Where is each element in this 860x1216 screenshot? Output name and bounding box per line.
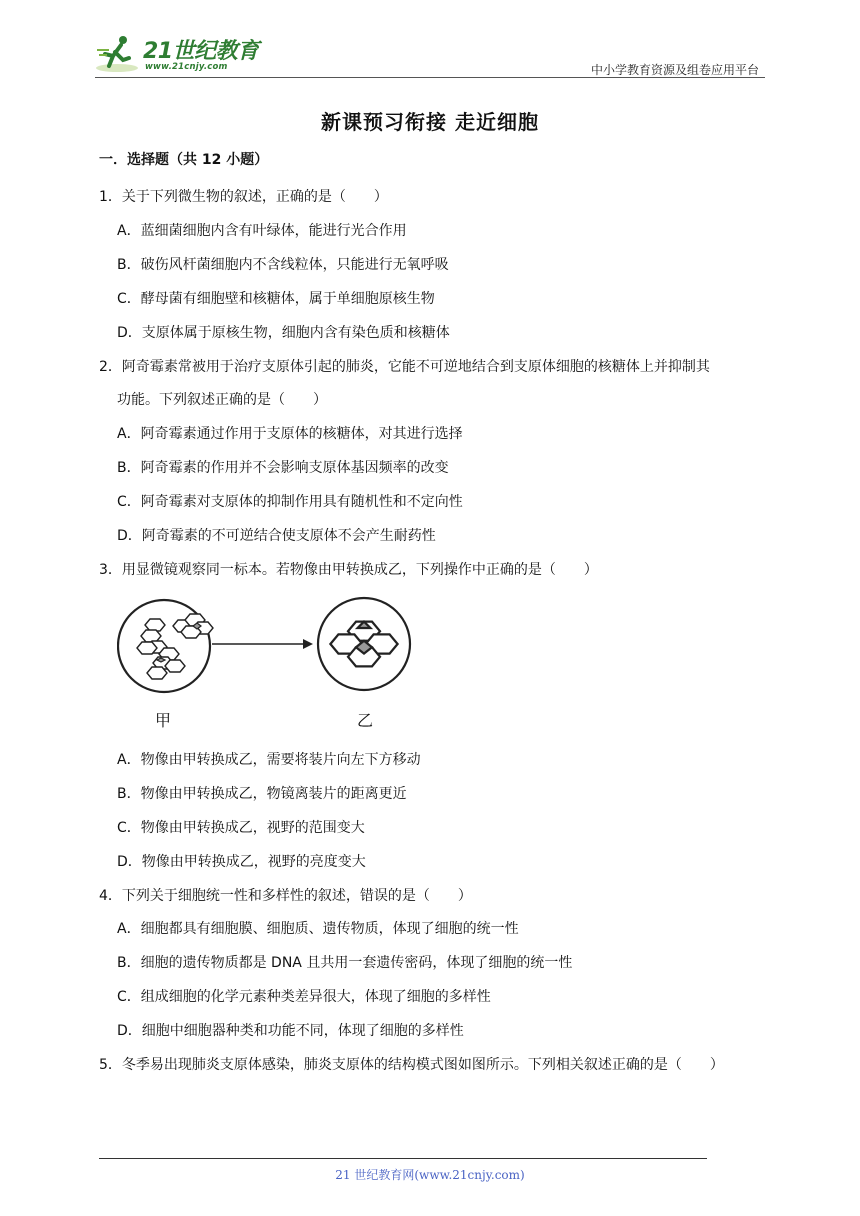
header-divider [95,77,765,78]
question-1-option-c[interactable]: C．酵母菌有细胞壁和核糖体，属于单细胞原核生物 [117,291,435,307]
section-heading: 一．选择题（共 12 小题） [99,152,269,168]
question-3-stem: 3．用显微镜观察同一标本。若物像由甲转换成乙，下列操作中正确的是（ ） [99,562,598,578]
question-5-stem: 5．冬季易出现肺炎支原体感染，肺炎支原体的结构模式图如图所示。下列相关叙述正确的是（ ） [99,1057,724,1073]
question-2-option-b[interactable]: B．阿奇霉素的作用并不会影响支原体基因频率的改变 [117,460,449,476]
question-2-stem-continued: 功能。下列叙述正确的是（ ） [117,392,327,408]
question-1-option-d[interactable]: D．支原体属于原核生物，细胞内含有染色质和核糖体 [117,325,450,341]
microscope-figure [117,588,417,728]
question-3-option-d[interactable]: D．物像由甲转换成乙，视野的亮度变大 [117,854,366,870]
question-1-option-b[interactable]: B．破伤风杆菌细胞内不含线粒体，只能进行无氧呼吸 [117,257,449,273]
question-2-stem: 2．阿奇霉素常被用于治疗支原体引起的肺炎，它能不可逆地结合到支原体细胞的核糖体上并抑制其 [99,359,710,375]
page-header [95,32,765,78]
page-title: 新课预习衔接 走近细胞 [321,110,539,134]
figure-label-a: 甲 [155,711,172,730]
question-1-stem: 1．关于下列微生物的叙述，正确的是（ ） [99,189,388,205]
runner-logo-icon [95,34,141,74]
page-footer[interactable]: 21 世纪教育网(www.21cnjy.com) [335,1168,525,1182]
question-4-option-d[interactable]: D．细胞中细胞器种类和功能不同，体现了细胞的多样性 [117,1023,464,1039]
platform-name: 中小学教育资源及组卷应用平台 [590,63,759,77]
question-4-option-b[interactable]: B．细胞的遗传物质都是 DNA 且共用一套遗传密码，体现了细胞的统一性 [117,955,573,971]
question-2-option-c[interactable]: C．阿奇霉素对支原体的抑制作用具有随机性和不定向性 [117,494,463,510]
microscope-view-diagram [117,588,417,708]
question-4-stem: 4．下列关于细胞统一性和多样性的叙述，错误的是（ ） [99,888,472,904]
question-3-option-a[interactable]: A．物像由甲转换成乙，需要将装片向左下方移动 [117,752,421,768]
logo-url: www.21cnjy.com [145,62,228,72]
arrow-head-icon [303,639,313,649]
footer-divider [99,1158,707,1159]
question-2-option-d[interactable]: D．阿奇霉素的不可逆结合使支原体不会产生耐药性 [117,528,436,544]
question-1-option-a[interactable]: A．蓝细菌细胞内含有叶绿体，能进行光合作用 [117,223,407,239]
question-2-option-a[interactable]: A．阿奇霉素通过作用于支原体的核糖体，对其进行选择 [117,426,463,442]
figure-label-b: 乙 [357,711,374,730]
logo-text: 21世纪教育 [143,39,259,64]
view-b-cells [330,622,397,667]
view-a-cells [137,614,213,679]
question-4-option-c[interactable]: C．组成细胞的化学元素种类差异很大，体现了细胞的多样性 [117,989,491,1005]
question-3-option-b[interactable]: B．物像由甲转换成乙，物镜离装片的距离更近 [117,786,407,802]
question-4-option-a[interactable]: A．细胞都具有细胞膜、细胞质、遗传物质，体现了细胞的统一性 [117,921,519,937]
site-logo[interactable] [95,32,265,76]
question-3-option-c[interactable]: C．物像由甲转换成乙，视野的范围变大 [117,820,365,836]
